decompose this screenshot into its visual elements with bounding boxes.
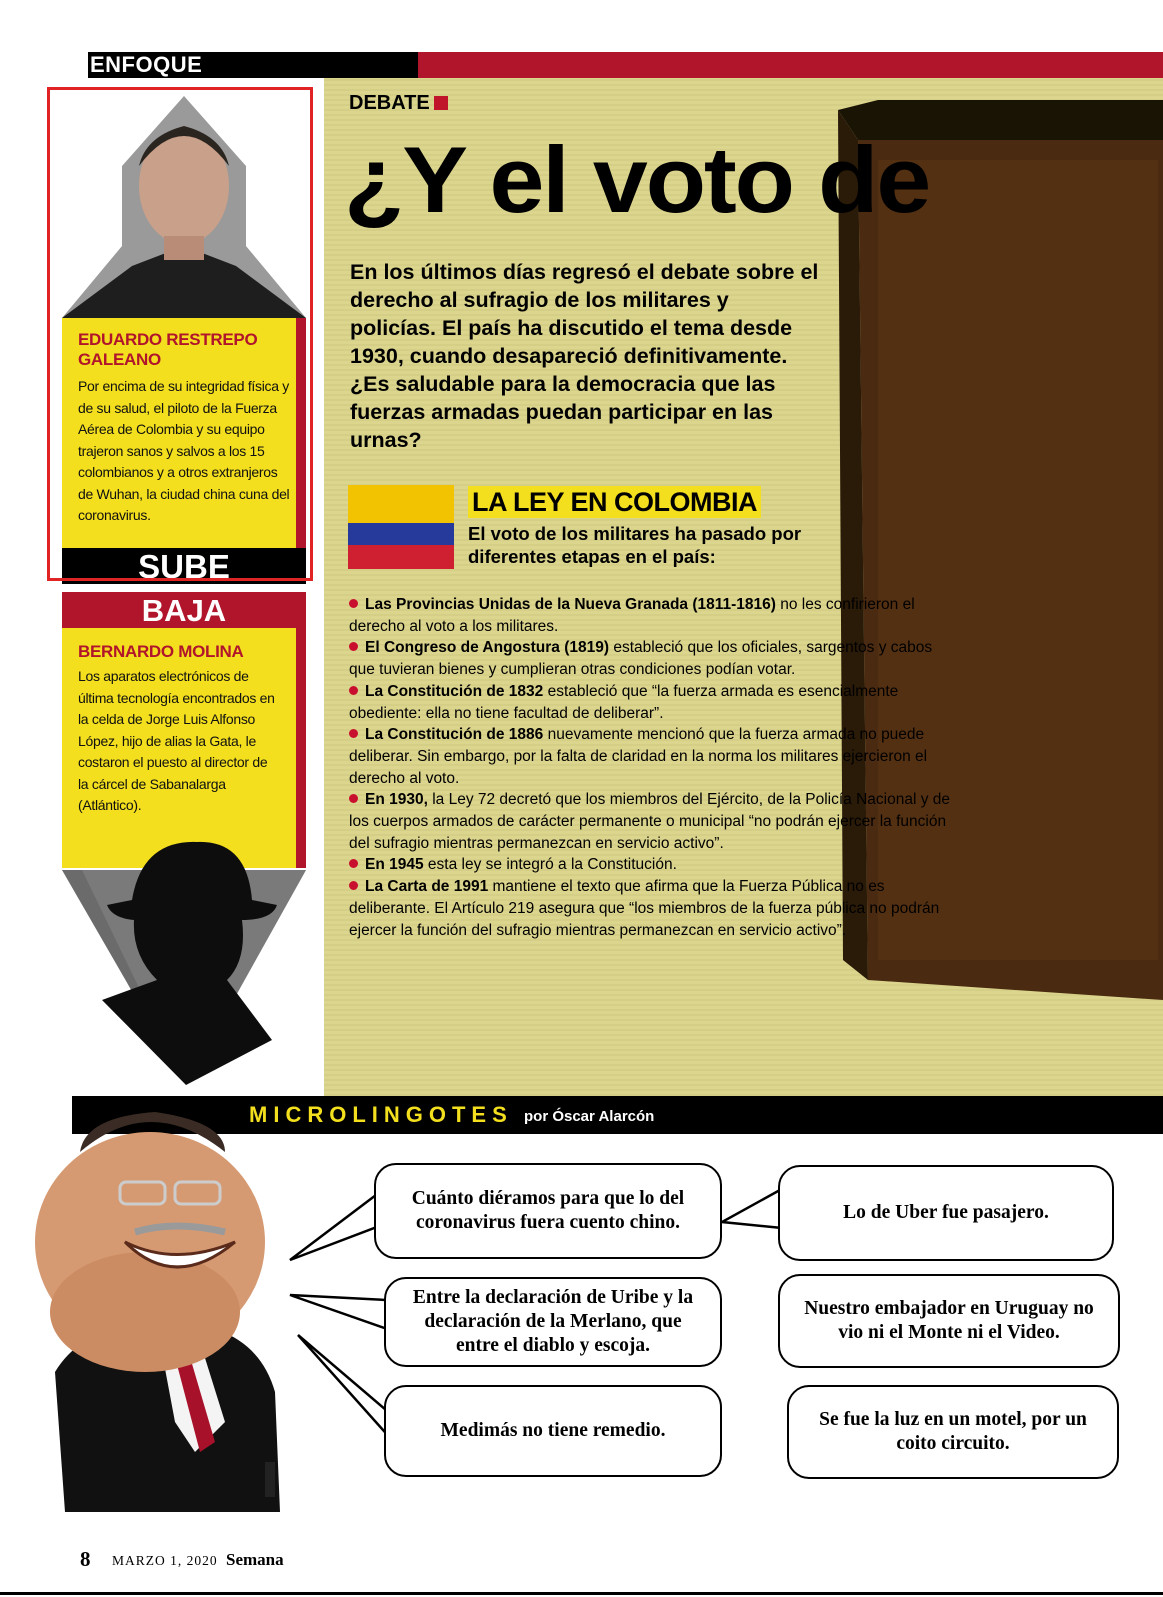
- timeline-item: [349, 594, 961, 637]
- timeline-item: [349, 724, 961, 789]
- microlingotes-title: MICROLINGOTES: [249, 1102, 513, 1127]
- timeline-item: [349, 789, 961, 854]
- baja-description: Los aparatos electrónicos de última tecnología encontrados en la celda de Jorge Luis Alfonso López, hijo de alias la Gata, le costaron el puesto al director de la cárcel de Sabanalarga (Atlántico).: [78, 668, 275, 813]
- issue-date: MARZO 1, 2020: [112, 1553, 218, 1568]
- sube-label: SUBE: [62, 548, 306, 584]
- headline: ¿Y el voto de: [344, 127, 930, 232]
- bullet-icon: [349, 686, 358, 695]
- speech-bubble: Nuestro embajador en Uruguay no vio ni el Monte ni el Video.: [778, 1274, 1120, 1368]
- bullet-icon: [349, 642, 358, 651]
- timeline-item-text: estableció que “la fuerza armada es esencialmente obediente: ella no tiene facultad de deliberar”.: [349, 682, 899, 722]
- section-label: ENFOQUE: [90, 52, 203, 77]
- timeline-item-text: nuevamente mencionó que la fuerza armada no puede deliberar. Sin embargo, por la falta de claridad en la norma los militares ejercieron el derecho al voto.: [349, 726, 928, 787]
- timeline-item-text: estableció que los oficiales, sargentos y cabos que tuvieran bienes y cumplieran otras condiciones podían votar.: [349, 639, 933, 679]
- magazine-name: Semana: [226, 1550, 284, 1569]
- section-bar: [88, 52, 1163, 78]
- sube-description: Por encima de su integridad física y de su salud, el piloto de la Fuerza Aérea de Colombia y su equipo trajeron sanos y salvos a los 15 colombianos y a otros extranjeros de Wuhan, la ciudad china cuna del coronavirus.: [78, 378, 290, 523]
- timeline-item-text: no les confirieron el derecho al voto a los militares.: [349, 596, 915, 635]
- timeline-item: [349, 637, 961, 680]
- caricature-illustration: [25, 1092, 305, 1512]
- timeline-item-text: mantiene el texto que afirma que la Fuerza Pública no es deliberante. El Artículo 219 asegura que “los miembros de la fuerza pública no podrán ejercer la función del sufragio mientras permanezcan en servicio activo”.: [349, 878, 940, 939]
- debate-tag-square: [434, 96, 448, 110]
- baja-person-name: BERNARDO MOLINA: [78, 642, 244, 661]
- timeline-item-bold: En 1930,: [365, 791, 428, 809]
- speech-bubble: Lo de Uber fue pasajero.: [778, 1165, 1114, 1261]
- bullet-icon: [349, 729, 358, 738]
- debate-tag-text: DEBATE: [349, 92, 430, 114]
- bottom-rule: [0, 1592, 1163, 1595]
- baja-label: BAJA: [62, 592, 306, 628]
- timeline-item-bold: Las Provincias Unidas de la Nueva Granada (1811-1816): [365, 596, 776, 613]
- baja-silhouette-photo: [62, 840, 316, 1085]
- ley-title: LA LEY EN COLOMBIA: [468, 486, 761, 518]
- highlight-frame: [47, 87, 313, 581]
- timeline-list: [349, 594, 961, 941]
- timeline-item-bold: El Congreso de Angostura (1819): [365, 639, 610, 657]
- speech-bubble: Se fue la luz en un motel, por un coito circuito.: [787, 1385, 1119, 1479]
- speech-bubble: Medimás no tiene remedio.: [384, 1385, 722, 1477]
- speech-bubble: Entre la declaración de Uribe y la declaración de la Merlano, que entre el diablo y escoja.: [384, 1277, 722, 1367]
- timeline-item-bold: La Constitución de 1886: [365, 726, 544, 744]
- speech-bubble: Cuánto diéramos para que lo del coronavirus fuera cuento chino.: [374, 1163, 722, 1259]
- bullet-icon: [349, 859, 358, 868]
- ley-subtitle: El voto de los militares ha pasado por diferentes etapas en el país:: [468, 523, 802, 567]
- colombia-flag-icon: [348, 485, 454, 569]
- timeline-item-text: la Ley 72 decretó que los miembros del Ejército, de la Policía Nacional y de los cuerpos armados de carácter permanente o municipal “no podrán ejercer la función del sufragio mientras permanezcan en servicio activo”.: [349, 791, 951, 852]
- microlingotes-author: por Óscar Alarcón: [524, 1108, 655, 1125]
- bullet-icon: [349, 794, 358, 803]
- page-number: 8: [80, 1547, 91, 1571]
- timeline-item: [349, 681, 961, 724]
- lead-paragraph: En los últimos días regresó el debate sobre el derecho al sufragio de los militares y policías. El país ha discutido el tema desde 1930, cuando desapareció definitivamente. ¿Es saludable para la democracia que las fuerzas armadas puedan participar en las urnas?: [350, 260, 819, 452]
- section-bar-accent: [418, 52, 1163, 78]
- timeline-item-bold: En 1945: [365, 856, 424, 874]
- bullet-icon: [349, 881, 358, 890]
- debate-tag: [349, 92, 448, 114]
- timeline-item-text: esta ley se integró a la Constitución.: [423, 856, 677, 874]
- bullet-icon: [349, 599, 358, 608]
- timeline-item: [349, 854, 961, 876]
- timeline-item: [349, 876, 961, 941]
- timeline-item-bold: La Carta de 1991: [365, 878, 489, 896]
- sube-person-name: EDUARDO RESTREPO GALEANO: [78, 330, 258, 369]
- timeline-item-bold: La Constitución de 1832: [365, 682, 544, 700]
